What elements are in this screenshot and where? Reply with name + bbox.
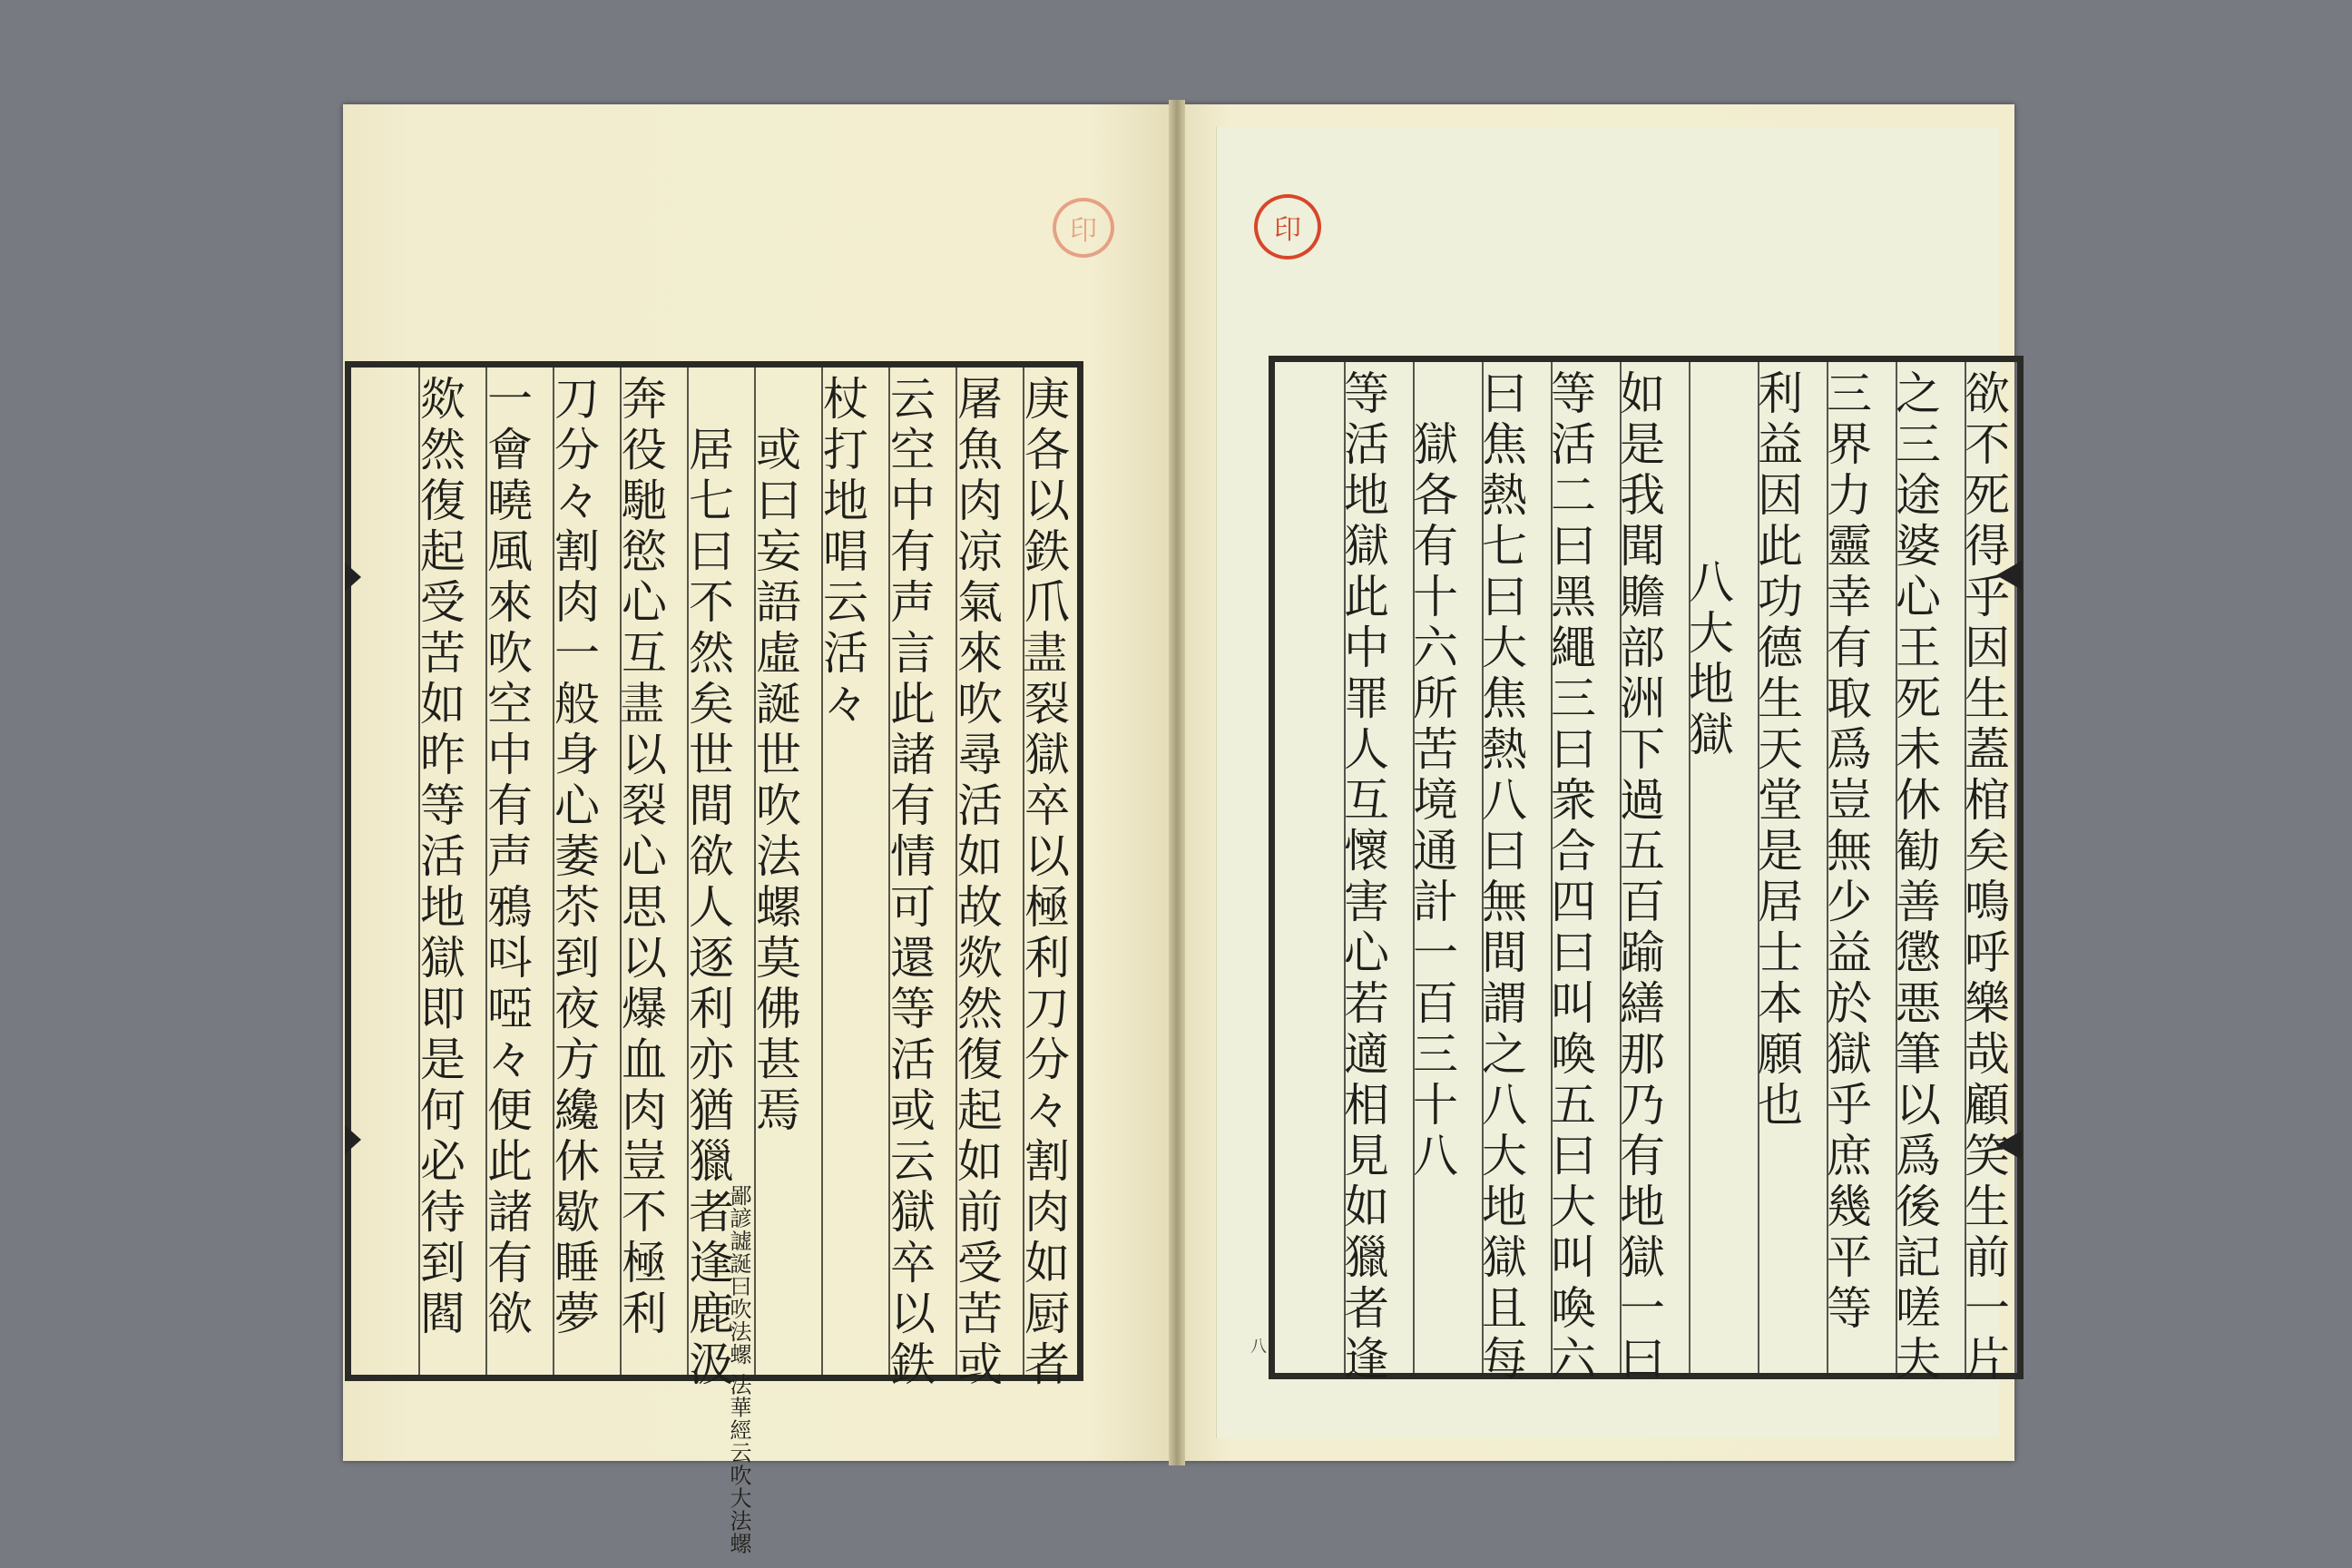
text-column: 獄各有十六所苦境通計一百三十八 [1406,420,1458,1182]
fish-tail-mark [1996,1131,2022,1160]
fish-tail-mark [345,563,361,592]
text-column: 利益因此功德生天堂是居士本願也 [1750,369,1803,1132]
text-column: 奔役馳慾心互𥁞以裂心思以爆血肉豈不極利 [614,375,667,1340]
text-column: 一會曉風來吹空中有声鴉呌啞々便此諸有欲 [480,375,533,1340]
text-column: 三界力靈幸有取爲豈無少益於獄乎庶幾平等 [1819,369,1872,1335]
text-column: 之三途婆心王死未休勧善懲悪筆以爲後記嗟夫 [1888,369,1941,1386]
text-column: 刀分々割肉一般身心萎苶到夜方纔休歇睡夢 [547,375,600,1340]
text-column: 欻然復起受苦如昨等活地獄即是何必待到閻 [413,375,466,1340]
section-heading: 八大地獄 [1681,558,1734,761]
text-column: 等活二曰黑繩三曰衆合四曰叫喚五曰大叫喚六 [1544,369,1596,1386]
left-text-frame [345,361,1083,1555]
book-gutter [1169,100,1185,1465]
fish-tail-mark [345,1125,361,1154]
faded-seal-stamp: 印 [1053,198,1114,258]
text-column: 屠魚肉凉氣來吹尋活如故欻然復起如前受苦或 [950,375,1003,1391]
page-number: 八 [1250,1338,1267,1357]
text-column: 如是我聞贍部洲下過五百踰繕那乃有地獄一曰 [1612,369,1665,1386]
text-column: 云空中有声言此諸有情可還等活或云獄卒以鉄 [883,375,936,1391]
text-column: 曰焦熱七曰大焦熱八曰無間謂之八大地獄且每 [1475,369,1527,1386]
red-seal-stamp: 印 [1254,194,1321,260]
column-rule [1689,362,1690,1373]
text-column: 庚各以鉄爪𥁞裂獄卒以極利刀分々割肉如厨者 [1017,375,1070,1391]
text-column: 居七曰不然矣世間欲人逐利亦猶獵者逢鹿汲 [681,426,734,1391]
text-column: 杖打地唱云活々 [816,375,868,730]
text-column: 或曰妄語虛誕世吹法螺莫佛甚焉 [749,426,801,1137]
fish-tail-mark [1996,561,2022,590]
text-column: 欲不死得乎因生蓋棺矣鳴呼樂哉顧笑生前一片 [1957,369,2010,1386]
text-column: 等活地獄此中罪人互懷害心若適相見如獵者逢 [1337,369,1389,1386]
right-text-frame [1269,356,2024,1386]
annotation-column: 鄙諺譃誕曰吹法螺 法華經云吹大法螺 [726,1184,751,1555]
